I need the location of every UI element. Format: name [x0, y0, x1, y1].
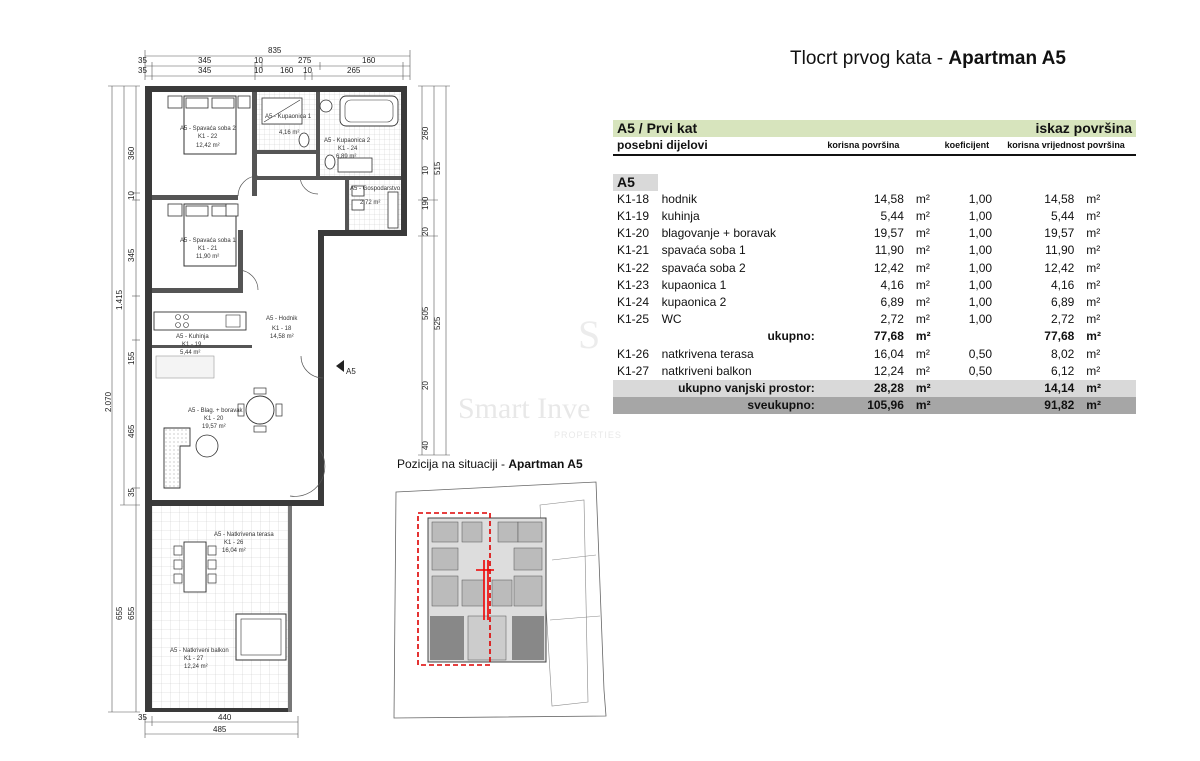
dim-left-g: 655: [127, 606, 136, 620]
position-title: Pozicija na situaciji - Apartman A5: [397, 457, 583, 471]
row-value: 2,72: [1050, 312, 1075, 327]
row-id: K1-22: [617, 260, 650, 275]
row-unit: m²: [915, 312, 930, 327]
row-coef: 1,00: [968, 226, 993, 241]
row-area: 16,04: [873, 346, 904, 361]
row-coef: 1,00: [968, 294, 993, 309]
dim-left-total: 2.070: [104, 391, 113, 412]
dim-top-r2-a: 35: [138, 66, 147, 75]
svg-text:S: S: [578, 312, 601, 357]
table-row: [613, 294, 1136, 311]
dim-right-a: 260: [421, 126, 430, 140]
dim-left-d: 155: [127, 351, 136, 365]
row-unit: m²: [915, 226, 930, 241]
dim-top-r2-d: 160: [280, 66, 294, 75]
toilet-1: [299, 133, 309, 147]
row-value: 12,42: [1044, 260, 1075, 275]
outdoor-total-row: ukupno vanjski prostor: 28,28 m² 14,14 m²: [613, 380, 1136, 397]
dim-top-r1-c: 10: [254, 56, 263, 65]
svg-text:A5 - Spavaća soba 1: A5 - Spavaća soba 1: [180, 238, 236, 244]
svg-text:19,57 m²: 19,57 m²: [202, 424, 226, 430]
svg-text:11,90 m²: 11,90 m²: [196, 254, 220, 260]
row-value: 6,89: [1050, 294, 1075, 309]
row-id: K1-26: [617, 346, 650, 361]
dim-left-c: 345: [127, 248, 136, 262]
svg-text:A5 - Natkrivena terasa: A5 - Natkrivena terasa: [214, 532, 274, 538]
dim-right-f: 20: [421, 381, 430, 390]
dim-top-total: 835: [268, 46, 282, 55]
dim-top-r2-e: 10: [303, 66, 312, 75]
row-name: hodnik: [661, 191, 697, 206]
row-coef: 1,00: [968, 191, 993, 206]
row-id: K1-21: [617, 243, 650, 258]
toilet-2: [325, 155, 335, 169]
row-value: 19,57: [1044, 226, 1075, 241]
row-unit: m²: [1086, 363, 1101, 378]
svg-text:6,89 m²: 6,89 m²: [336, 154, 357, 160]
table-row: [613, 311, 1136, 328]
row-name: spavaća soba 1: [661, 243, 746, 258]
terrace-border: [145, 506, 152, 712]
dim-bottom-a: 35: [138, 713, 147, 722]
row-unit: m²: [915, 209, 930, 224]
table-row: [613, 277, 1136, 294]
dim-right-g: 40: [421, 441, 430, 450]
dim-left-lower: 655: [115, 606, 124, 620]
row-unit: m²: [1086, 209, 1101, 224]
row-area: 14,58: [873, 191, 904, 206]
row-unit: m²: [915, 346, 930, 361]
dining-table: [246, 396, 274, 424]
table-row: [613, 208, 1136, 225]
svg-text:A5 - Blag. + boravak: A5 - Blag. + boravak: [188, 408, 243, 414]
jacuzzi: [236, 614, 286, 660]
dim-left-e: 465: [127, 424, 136, 438]
dining-counter: [156, 356, 214, 378]
row-id: K1-25: [617, 312, 650, 327]
area-table: [613, 120, 1136, 414]
dim-top-r2-b: 345: [198, 66, 212, 75]
svg-text:12,24 m²: 12,24 m²: [184, 664, 208, 670]
svg-text:A5 - Kupaonica 2: A5 - Kupaonica 2: [324, 138, 371, 144]
svg-text:K1 - 19: K1 - 19: [182, 342, 202, 348]
entry-arrow-icon: [336, 360, 344, 372]
row-area: 12,24: [873, 363, 904, 378]
table-row: [613, 345, 1136, 362]
coffee-table: [196, 435, 218, 457]
watermark: [458, 312, 622, 440]
svg-text:A5 - Kupaonica 1: A5 - Kupaonica 1: [265, 114, 312, 120]
row-coef: 0,50: [968, 346, 993, 361]
svg-text:16,04 m²: 16,04 m²: [222, 548, 246, 554]
row-value: 5,44: [1050, 209, 1075, 224]
row-area: 19,57: [873, 226, 904, 241]
svg-text:K1 - 18: K1 - 18: [272, 326, 292, 332]
row-unit: m²: [1086, 346, 1101, 361]
entry-label: A5: [346, 367, 356, 376]
row-id: K1-27: [617, 363, 650, 378]
row-id: K1-18: [617, 191, 650, 206]
table-row: [613, 260, 1136, 277]
row-area: 4,16: [880, 277, 904, 292]
svg-text:14,58 m²: 14,58 m²: [270, 334, 294, 340]
svg-text:K1 - 21: K1 - 21: [198, 246, 218, 252]
dim-top-r1-d: 275: [298, 56, 312, 65]
row-unit: m²: [915, 294, 930, 309]
row-name: blagovanje + boravak: [661, 226, 777, 241]
svg-text:12,42 m²: 12,42 m²: [196, 143, 220, 149]
row-name: natkriveni balkon: [661, 363, 752, 378]
row-coef: 1,00: [968, 277, 993, 292]
row-coef: 1,00: [968, 260, 993, 275]
svg-text:A5 - Natkriveni balkon: A5 - Natkriveni balkon: [170, 648, 229, 654]
row-value: 14,58: [1044, 191, 1075, 206]
table-subheader: posebni dijelovi korisna površina koeficijent korisna vrijednost površina: [613, 137, 1136, 155]
dim-bottom-b: 440: [218, 713, 232, 722]
row-name: spavaća soba 2: [661, 260, 746, 275]
row-value: 8,02: [1050, 346, 1075, 361]
row-unit: m²: [915, 191, 930, 206]
dim-bottom-total: 485: [213, 725, 227, 734]
outdoor-rows: [613, 345, 1136, 379]
svg-text:Smart Inve: Smart Inve: [458, 392, 591, 425]
row-coef: 1,00: [968, 243, 993, 258]
row-value: 4,16: [1050, 277, 1075, 292]
dim-top-r2-c: 10: [254, 66, 263, 75]
row-unit: m²: [915, 363, 930, 378]
row-area: 6,89: [880, 294, 904, 309]
dim-left-f: 35: [127, 488, 136, 497]
terrace-table: [184, 542, 206, 592]
svg-text:A5 - Gospodarstvo: A5 - Gospodarstvo: [350, 186, 401, 192]
dim-right-c: 190: [421, 196, 430, 210]
room-rows: [613, 191, 1136, 329]
row-unit: m²: [1086, 243, 1101, 258]
dim-right-d: 20: [421, 227, 430, 236]
row-unit: m²: [1086, 260, 1101, 275]
row-unit: m²: [1086, 312, 1101, 327]
row-name: kupaonica 1: [661, 277, 727, 292]
row-unit: m²: [1086, 277, 1101, 292]
svg-text:K1 - 26: K1 - 26: [224, 540, 244, 546]
row-id: K1-23: [617, 277, 650, 292]
grand-total-row: sveukupno: 105,96 m² 91,82 m²: [613, 397, 1136, 414]
table-header: A5 / Prvi kat iskaz površina: [613, 120, 1136, 137]
table-row: [613, 363, 1136, 380]
dim-right-total: 515: [433, 161, 442, 175]
dim-left-part: 1.415: [115, 289, 124, 310]
subtotal-row: ukupno: 77,68 m² 77,68 m²: [767, 329, 1101, 344]
row-unit: m²: [1086, 294, 1101, 309]
table-row: [613, 191, 1136, 208]
dim-left-b: 10: [127, 191, 136, 200]
row-unit: m²: [915, 243, 930, 258]
svg-text:A5 - Hodnik: A5 - Hodnik: [266, 316, 298, 322]
svg-text:A5 - Spavaća soba 2: A5 - Spavaća soba 2: [180, 126, 236, 132]
dim-top-r2-f: 265: [347, 66, 361, 75]
row-unit: m²: [1086, 226, 1101, 241]
site-situation-map: [394, 482, 606, 718]
row-value: 11,90: [1045, 243, 1075, 258]
dim-right-part: 525: [433, 316, 442, 330]
table-row: [613, 242, 1136, 259]
svg-text:4,16 m²: 4,16 m²: [279, 130, 300, 136]
row-unit: m²: [915, 260, 930, 275]
row-area: 2,72: [880, 312, 904, 327]
washbasin-2: [320, 100, 332, 112]
dim-top-r1-b: 345: [198, 56, 212, 65]
svg-text:K1 - 20: K1 - 20: [204, 416, 224, 422]
svg-text:K1 - 22: K1 - 22: [198, 134, 218, 140]
dim-top-r1-e: 160: [362, 56, 376, 65]
svg-text:PROPERTIES: PROPERTIES: [554, 430, 622, 440]
svg-text:A5 - Kuhinja: A5 - Kuhinja: [176, 334, 209, 340]
row-area: 12,42: [873, 260, 904, 275]
dim-right-b: 10: [421, 166, 430, 175]
row-id: K1-20: [617, 226, 650, 241]
row-unit: m²: [915, 277, 930, 292]
svg-text:2,72 m²: 2,72 m²: [360, 200, 381, 206]
row-name: WC: [661, 312, 682, 327]
row-area: 11,90: [874, 243, 904, 258]
sofa: [164, 428, 190, 488]
row-name: kuhinja: [661, 209, 700, 224]
svg-text:K1 - 27: K1 - 27: [184, 656, 204, 662]
row-coef: 1,00: [968, 312, 993, 327]
svg-text:5,44 m²: 5,44 m²: [180, 350, 201, 356]
row-name: kupaonica 2: [661, 294, 727, 309]
dim-left-a: 360: [127, 146, 136, 160]
row-id: K1-19: [617, 209, 650, 224]
dim-top-r1-a: 35: [138, 56, 147, 65]
section-row: A5: [613, 174, 1136, 191]
row-coef: 0,50: [968, 363, 993, 378]
row-area: 5,44: [880, 209, 904, 224]
row-name: natkrivena terasa: [661, 346, 754, 361]
row-value: 6,12: [1050, 363, 1075, 378]
row-unit: m²: [1086, 191, 1101, 206]
row-coef: 1,00: [968, 209, 993, 224]
right-dimensions: [418, 86, 450, 455]
svg-text:K1 - 24: K1 - 24: [338, 146, 358, 152]
dim-right-e: 505: [421, 306, 430, 320]
row-id: K1-24: [617, 294, 650, 309]
table-row: [613, 225, 1136, 242]
page-title: Tlocrt prvog kata - Apartman A5: [790, 48, 1066, 69]
